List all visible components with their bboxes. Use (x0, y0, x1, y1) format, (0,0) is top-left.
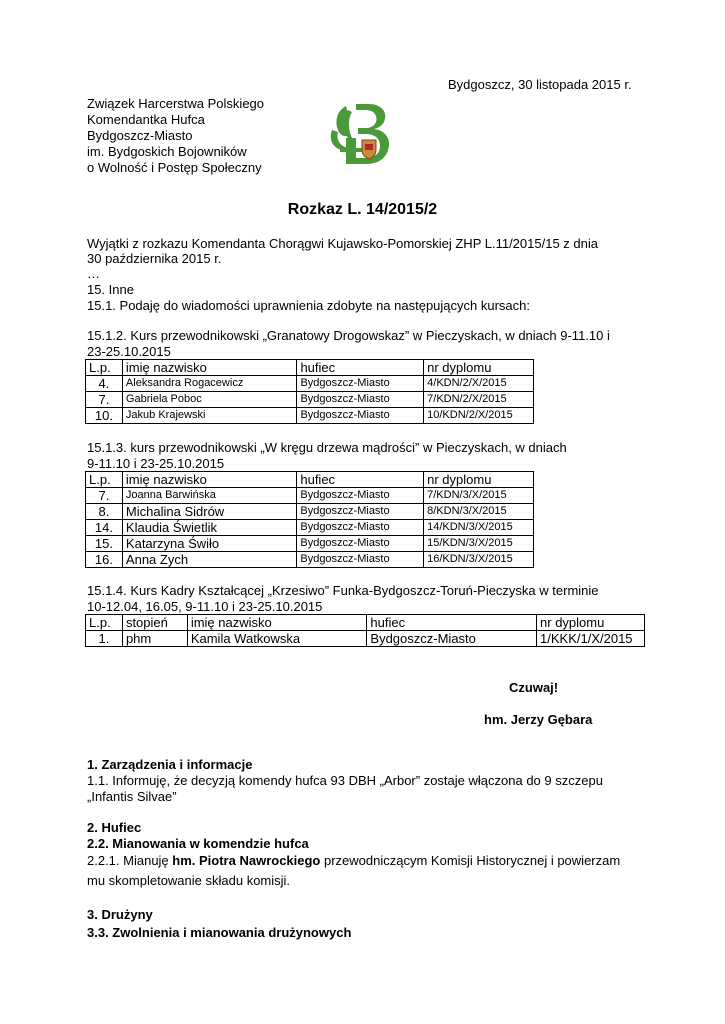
table-header-row (86, 360, 534, 376)
org-line: o Wolność i Postęp Społeczny (87, 160, 262, 175)
section-heading: 3. Drużyny (87, 907, 153, 922)
name-cell: Klaudia Świetlik (122, 520, 296, 536)
order-title: Rozkaz L. 14/2015/2 (287, 201, 438, 218)
unit-cell: Bydgoszcz-Miasto (297, 552, 424, 568)
bold-name: hm. Piotra Nawrockiego (172, 853, 321, 868)
unit-cell: Bydgoszcz-Miasto (297, 376, 424, 392)
diploma-cell: 15/KDN/3/X/2015 (424, 536, 534, 552)
paragraph-line (87, 853, 620, 868)
table-row (86, 408, 534, 424)
course3-table (85, 614, 645, 647)
organization-block (87, 96, 264, 176)
name-cell: Michalina Sidrów (122, 504, 296, 520)
ellipsis: … (87, 266, 100, 281)
header-cell: nr dyplomu (424, 360, 534, 376)
row-number: 4. (86, 376, 123, 392)
diploma-cell: 10/KDN/2/X/2015 (424, 408, 534, 424)
diploma-cell: 4/KDN/2/X/2015 (424, 376, 534, 392)
row-number: 15. (86, 536, 123, 552)
row-number: 16. (86, 552, 123, 568)
diploma-cell: 16/KDN/3/X/2015 (424, 552, 534, 568)
table-row (86, 392, 534, 408)
table-header-row (86, 615, 645, 631)
paragraph-line: mu skompletowanie składu komisji. (87, 873, 291, 888)
org-line: Bydgoszcz-Miasto (87, 128, 193, 143)
section-heading: 15. Inne (87, 282, 134, 297)
table-row (86, 376, 534, 392)
row-number: 7. (86, 488, 123, 504)
rank-cell: phm (122, 631, 187, 647)
course-description: 15.1.3. kurs przewodnikowski „W kręgu drzewa mądrości” w Pieczyskach, w dniach (87, 440, 567, 455)
text-span: przewodniczącym Komisji Historycznej i powierzam (320, 853, 621, 868)
header-cell: hufiec (297, 360, 424, 376)
org-line: Komendantka Hufca (87, 112, 205, 127)
name-cell: Katarzyna Świło (122, 536, 296, 552)
name-cell: Anna Zych (122, 552, 296, 568)
motto: Czuwaj! (509, 680, 559, 695)
unit-cell: Bydgoszcz-Miasto (297, 392, 424, 408)
table-row (86, 488, 534, 504)
unit-cell: Bydgoszcz-Miasto (297, 536, 424, 552)
name-cell: Gabriela Poboc (122, 392, 297, 408)
table-row (86, 536, 534, 552)
header-cell: nr dyplomu (537, 615, 645, 631)
subsection-text: 15.1. Podaję do wiadomości uprawnienia zdobyte na następujących kursach: (87, 298, 530, 313)
place-date: Bydgoszcz, 30 listopada 2015 r. (448, 77, 632, 92)
course-description: 15.1.2. Kurs przewodnikowski „Granatowy Drogowskaz” w Pieczyskach, w dniach 9-11.10 i (87, 328, 610, 343)
header-cell: hufiec (367, 615, 537, 631)
diploma-cell: 1/KKK/1/X/2015 (537, 631, 645, 647)
subsection-heading: 2.2. Mianowania w komendzie hufca (87, 836, 309, 851)
row-number: 7. (86, 392, 123, 408)
row-number: 14. (86, 520, 123, 536)
subsection-heading: 3.3. Zwolnienia i mianowania drużynowych (87, 925, 352, 940)
unit-cell: Bydgoszcz-Miasto (297, 488, 424, 504)
diploma-cell: 14/KDN/3/X/2015 (424, 520, 534, 536)
name-cell: Jakub Krajewski (122, 408, 297, 424)
org-line: Związek Harcerstwa Polskiego (87, 96, 265, 111)
intro-line: 30 października 2015 r. (87, 251, 222, 266)
section-heading: 1. Zarządzenia i informacje (87, 757, 253, 772)
course-description: 10-12.04, 16.05, 9-11.10 i 23-25.10.2015 (87, 599, 323, 614)
name-cell: Aleksandra Rogacewicz (122, 376, 297, 392)
header-cell: L.p. (86, 615, 123, 631)
header-cell: hufiec (297, 472, 424, 488)
org-line: im. Bydgoskich Bojowników (87, 144, 247, 159)
diploma-cell: 7/KDN/2/X/2015 (424, 392, 534, 408)
unit-cell: Bydgoszcz-Miasto (297, 504, 424, 520)
course-description: 15.1.4. Kurs Kadry Kształcącej „Krzesiwo” Funka-Bydgoszcz-Toruń-Pieczyska w terminie (87, 583, 599, 598)
header-cell: imię nazwisko (122, 360, 297, 376)
signature: hm. Jerzy Gębara (484, 712, 593, 727)
paragraph-line: „Infantis Silvae” (87, 789, 177, 804)
text-span: 2.2.1. Mianuję (87, 853, 173, 868)
row-number: 10. (86, 408, 123, 424)
header-cell: imię nazwisko (187, 615, 367, 631)
header-cell: stopień (122, 615, 187, 631)
header-cell: L.p. (86, 360, 123, 376)
course-description: 23-25.10.2015 (87, 344, 171, 359)
paragraph-line: 1.1. Informuję, że decyzją komendy hufca 93 DBH „Arbor” zostaje włączona do 9 szczepu (87, 773, 603, 788)
course-description: 9-11.10 i 23-25.10.2015 (87, 456, 225, 471)
table-row (86, 552, 534, 568)
diploma-cell: 7/KDN/3/X/2015 (424, 488, 534, 504)
row-number: 8. (86, 504, 123, 520)
name-cell: Joanna Barwińska (122, 488, 296, 504)
table-row (86, 631, 645, 647)
unit-cell: Bydgoszcz-Miasto (367, 631, 537, 647)
diploma-cell: 8/KDN/3/X/2015 (424, 504, 534, 520)
header-cell: imię nazwisko (122, 472, 296, 488)
table-row (86, 504, 534, 520)
course2-table (85, 471, 534, 568)
header-cell: nr dyplomu (424, 472, 534, 488)
row-number: 1. (86, 631, 123, 647)
table-header-row (86, 472, 534, 488)
section-heading: 2. Hufiec (87, 820, 142, 835)
name-cell: Kamila Watkowska (187, 631, 367, 647)
header-cell: L.p. (86, 472, 123, 488)
table-row (86, 520, 534, 536)
course1-table (85, 359, 534, 424)
unit-cell: Bydgoszcz-Miasto (297, 408, 424, 424)
zhp-logo-icon (328, 100, 398, 168)
intro-line: Wyjątki z rozkazu Komendanta Chorągwi Kujawsko-Pomorskiej ZHP L.11/2015/15 z dnia (87, 236, 598, 251)
unit-cell: Bydgoszcz-Miasto (297, 520, 424, 536)
